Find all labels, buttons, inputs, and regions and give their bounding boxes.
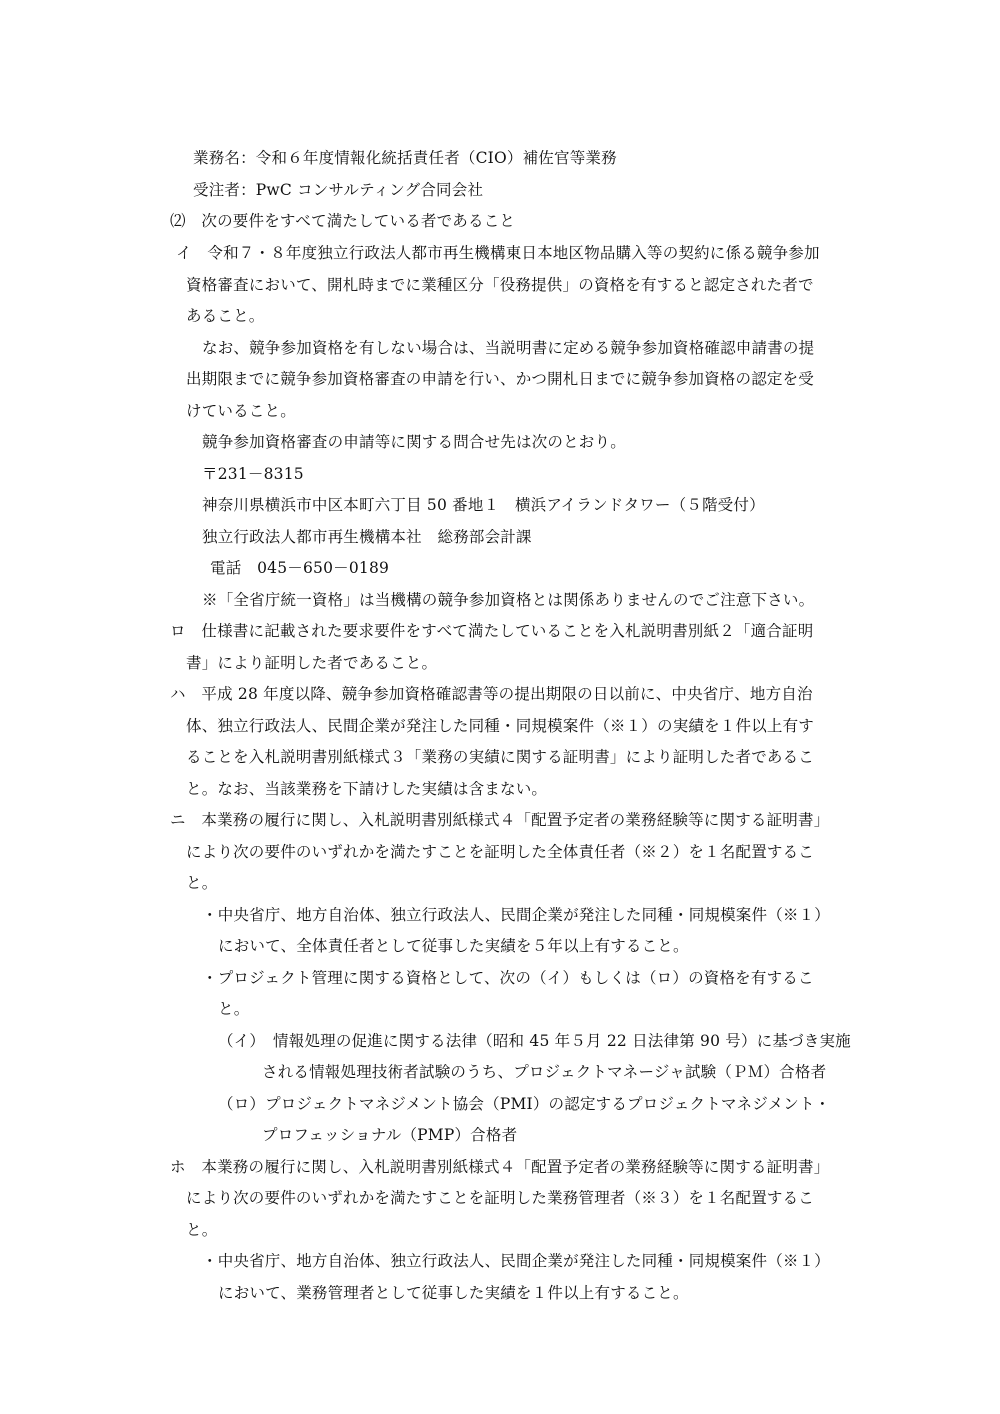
item-ni-line-3: と。 xyxy=(186,874,218,892)
item-ho-line-2: により次の要件のいずれかを満たすことを証明した業務管理者（※３）を１名配置するこ xyxy=(186,1189,815,1207)
item-ni-bullet-2-line-2: と。 xyxy=(218,1000,250,1018)
item-i-line-1: イ 令和７・８年度独立行政法人都市再生機構東日本地区物品購入等の契約に係る競争参加 xyxy=(176,244,820,262)
caution-note: ※「全省庁統一資格」は当機構の競争参加資格とは関係ありませんのでご注意下さい。 xyxy=(202,591,815,609)
item-ni-bullet-1-line-2: において、全体責任者として従事した実績を５年以上有すること。 xyxy=(218,937,689,955)
item-ha-line-3: ることを入札説明書別紙様式３「業務の実績に関する証明書」により証明した者であるこ xyxy=(186,748,815,766)
qualification-i-line-1: （イ） 情報処理の促進に関する法律（昭和 45 年５月 22 日法律第 90 号）に基づき実施 xyxy=(218,1032,851,1050)
item-ho-line-1: ホ 本業務の履行に関し、入札説明書別紙様式４「配置予定者の業務経験等に関する証明書」 xyxy=(170,1158,830,1176)
item-i-line-3: あること。 xyxy=(186,307,265,325)
item-ni-bullet-2-line-1: ・プロジェクト管理に関する資格として、次の（イ）もしくは（ロ）の資格を有するこ xyxy=(202,969,814,987)
department-line: 独立行政法人都市再生機構本社 総務部会計課 xyxy=(202,528,532,546)
item-ha-line-2: 体、独立行政法人、民間企業が発注した同種・同規模案件（※１）の実績を１件以上有す xyxy=(186,717,815,735)
contractor-line: 受注者：PwC コンサルティング合同会社 xyxy=(193,181,484,199)
item-ni-bullet-1-line-1: ・中央省庁、地方自治体、独立行政法人、民間企業が発注した同種・同規模案件（※１） xyxy=(202,906,831,924)
item-i-note-line-3: けていること。 xyxy=(186,402,296,420)
item-ni-line-1: ニ 本業務の履行に関し、入札説明書別紙様式４「配置予定者の業務経験等に関する証明書」 xyxy=(170,811,830,829)
item-ha-line-4: と。なお、当該業務を下請けした実績は含まない。 xyxy=(186,780,548,798)
inquiry-heading: 競争参加資格審査の申請等に関する問合せ先は次のとおり。 xyxy=(202,433,626,451)
item-ho-bullet-1-line-2: において、業務管理者として従事した実績を１件以上有すること。 xyxy=(218,1284,689,1302)
address-line: 神奈川県横浜市中区本町六丁目 50 番地１ 横浜アイランドタワー（５階受付） xyxy=(202,496,765,514)
item-ho-line-3: と。 xyxy=(186,1221,218,1239)
item-i-note-line-1: なお、競争参加資格を有しない場合は、当説明書に定める競争参加資格確認申請書の提 xyxy=(202,339,815,357)
item-i-note-line-2: 出期限までに競争参加資格審査の申請を行い、かつ開札日までに競争参加資格の認定を受 xyxy=(186,370,815,388)
item-ho-bullet-1-line-1: ・中央省庁、地方自治体、独立行政法人、民間企業が発注した同種・同規模案件（※１） xyxy=(202,1252,831,1270)
item-ni-line-2: により次の要件のいずれかを満たすことを証明した全体責任者（※２）を１名配置するこ xyxy=(186,843,815,861)
qualification-ro-line-2: プロフェッショナル（PMP）合格者 xyxy=(262,1126,518,1144)
item-ro-line-1: ロ 仕様書に記載された要求要件をすべて満たしていることを入札説明書別紙２「適合証明 xyxy=(170,622,814,640)
item-ro-line-2: 書」により証明した者であること。 xyxy=(186,654,438,672)
item-i-line-2: 資格審査において、開札時までに業種区分「役務提供」の資格を有すると認定された者で xyxy=(186,276,814,294)
item-ha-line-1: ハ 平成 28 年度以降、競争参加資格確認書等の提出期限の日以前に、中央省庁、地方自治 xyxy=(170,685,813,703)
business-name-line: 業務名：令和６年度情報化統括責任者（CIO）補佐官等業務 xyxy=(193,149,617,167)
phone-line: 電話 045－650－0189 xyxy=(210,559,390,577)
section-2-heading: ⑵ 次の要件をすべて満たしている者であること xyxy=(170,212,516,230)
postal-code: 〒231－8315 xyxy=(202,465,304,483)
qualification-i-line-2: される情報処理技術者試験のうち、プロジェクトマネージャ試験（ＰＭ）合格者 xyxy=(262,1063,827,1081)
qualification-ro-line-1: （ロ）プロジェクトマネジメント協会（PMI）の認定するプロジェクトマネジメント・ xyxy=(218,1095,831,1113)
